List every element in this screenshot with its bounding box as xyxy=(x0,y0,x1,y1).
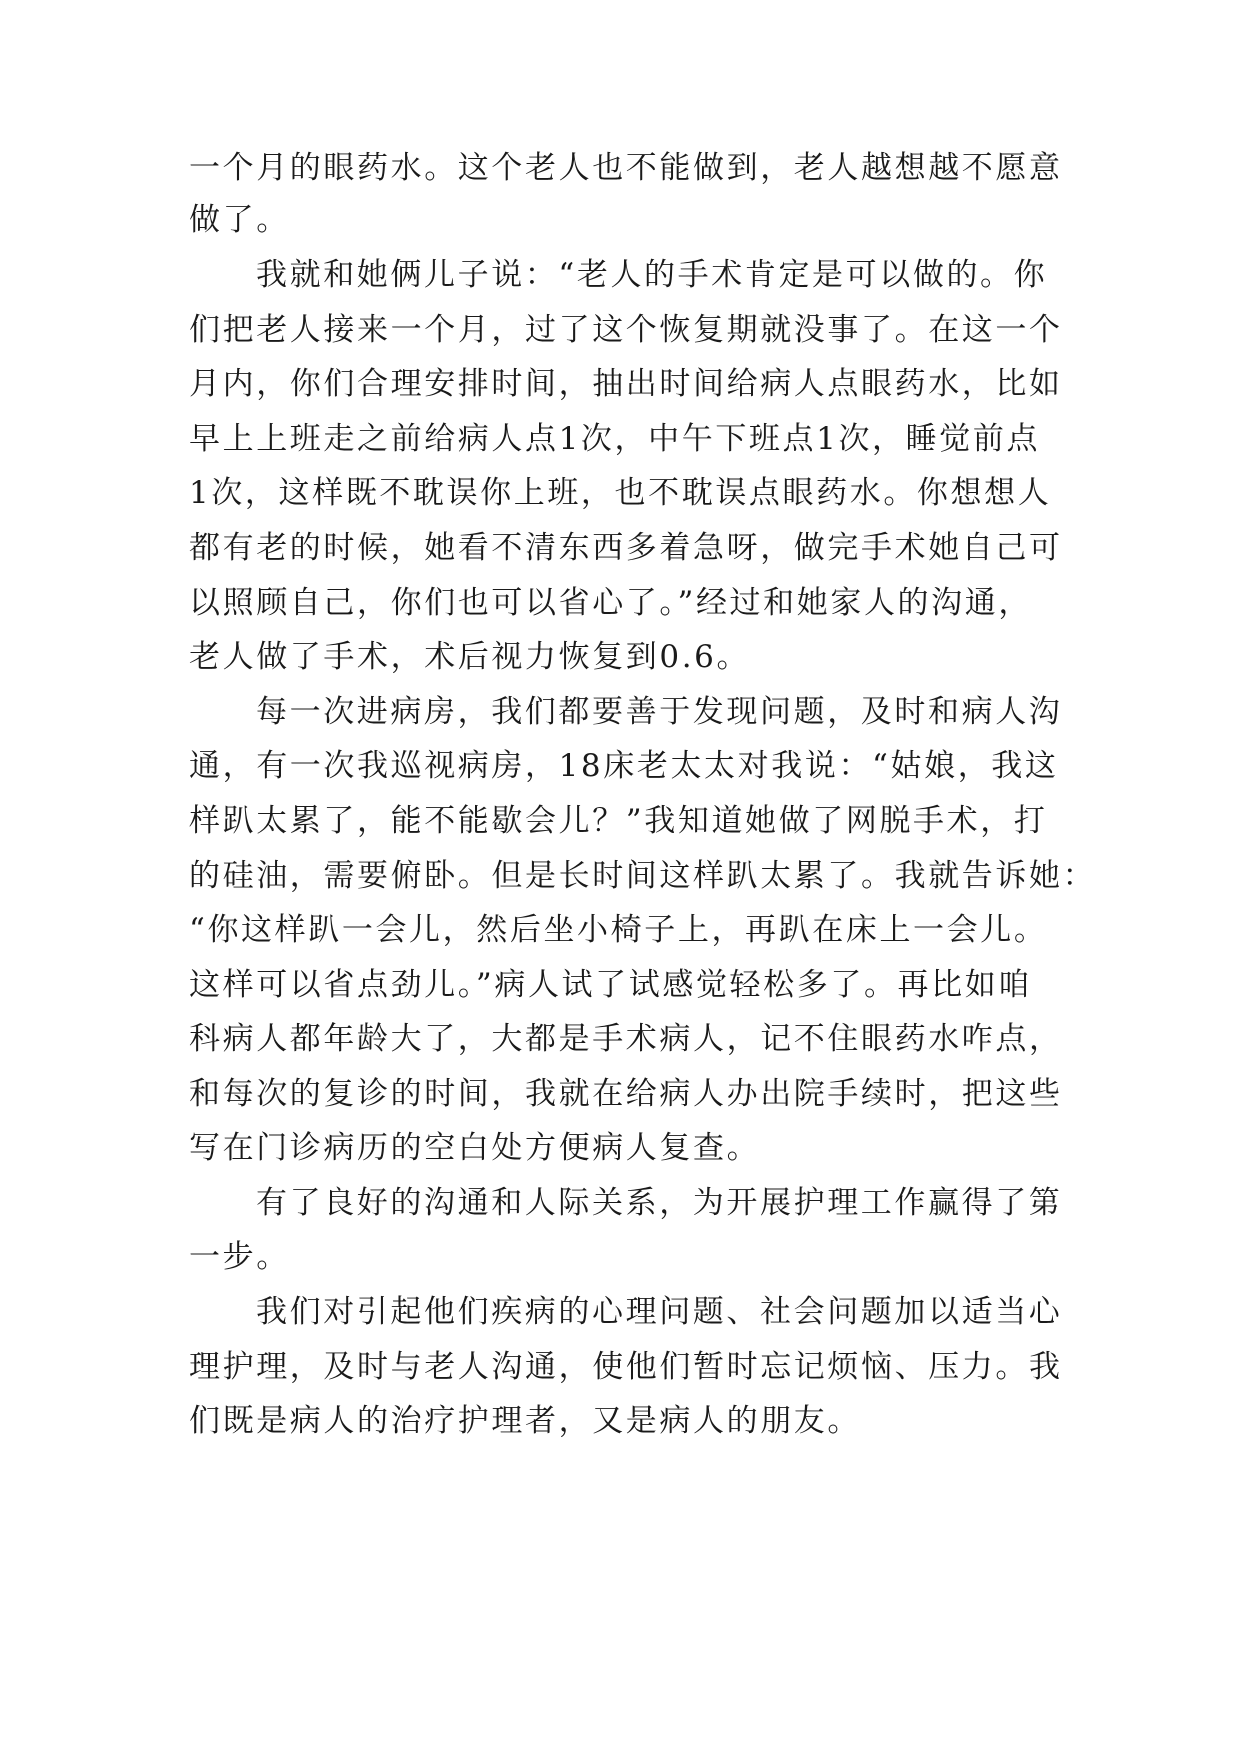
text-line: 以照顾自己，你们也可以省心了。”经过和她家人的沟通， xyxy=(189,585,1032,621)
text-line: 早上上班走之前给病人点1次，中午下班点1次，睡觉前点 xyxy=(189,421,1041,457)
text-line: 做了。 xyxy=(189,202,290,238)
paragraph-start-line: 我就和她俩儿子说：“老人的手术肯定是可以做的。你 xyxy=(256,257,1048,293)
text-line: 一个月的眼药水。这个老人也不能做到，老人越想越不愿意 xyxy=(189,150,1063,186)
paragraph-start-line: 有了良好的沟通和人际关系，为开展护理工作赢得了第 xyxy=(256,1185,1063,1221)
text-line: 通，有一次我巡视病房，18床老太太对我说：“姑娘，我这 xyxy=(189,748,1059,784)
text-line: 和每次的复诊的时间，我就在给病人办出院手续时，把这些 xyxy=(189,1076,1063,1112)
text-line: 样趴太累了，能不能歇会儿？”我知道她做了网脱手术，打 xyxy=(189,803,1048,839)
text-line: 的硅油，需要俯卧。但是长时间这样趴太累了。我就告诉她： xyxy=(189,858,1097,894)
text-line: 科病人都年龄大了，大都是手术病人，记不住眼药水咋点， xyxy=(189,1021,1063,1057)
paragraph-start-line: 每一次进病房，我们都要善于发现问题，及时和病人沟 xyxy=(256,694,1063,730)
text-line: 一步。 xyxy=(189,1239,290,1275)
text-line: 们把老人接来一个月，过了这个恢复期就没事了。在这一个 xyxy=(189,312,1063,348)
paragraph-start-line: 我们对引起他们疾病的心理问题、社会问题加以适当心 xyxy=(256,1294,1063,1330)
text-line: 月内，你们合理安排时间，抽出时间给病人点眼药水，比如 xyxy=(189,366,1063,402)
text-line: 写在门诊病历的空白处方便病人复查。 xyxy=(189,1130,761,1166)
text-line: 都有老的时候，她看不清东西多着急呀，做完手术她自己可 xyxy=(189,530,1063,566)
text-line: 1次，这样既不耽误你上班，也不耽误点眼药水。你想想人 xyxy=(189,475,1052,511)
text-line: 老人做了手术，术后视力恢复到0.6。 xyxy=(189,639,751,675)
text-line: “你这样趴一会儿，然后坐小椅子上，再趴在床上一会儿。 xyxy=(189,912,1048,948)
text-line: 这样可以省点劲儿。”病人试了试感觉轻松多了。再比如咱 xyxy=(189,967,1032,1003)
text-line: 们既是病人的治疗护理者，又是病人的朋友。 xyxy=(189,1403,861,1439)
text-line: 理护理，及时与老人沟通，使他们暂时忘记烦恼、压力。我 xyxy=(189,1349,1063,1385)
